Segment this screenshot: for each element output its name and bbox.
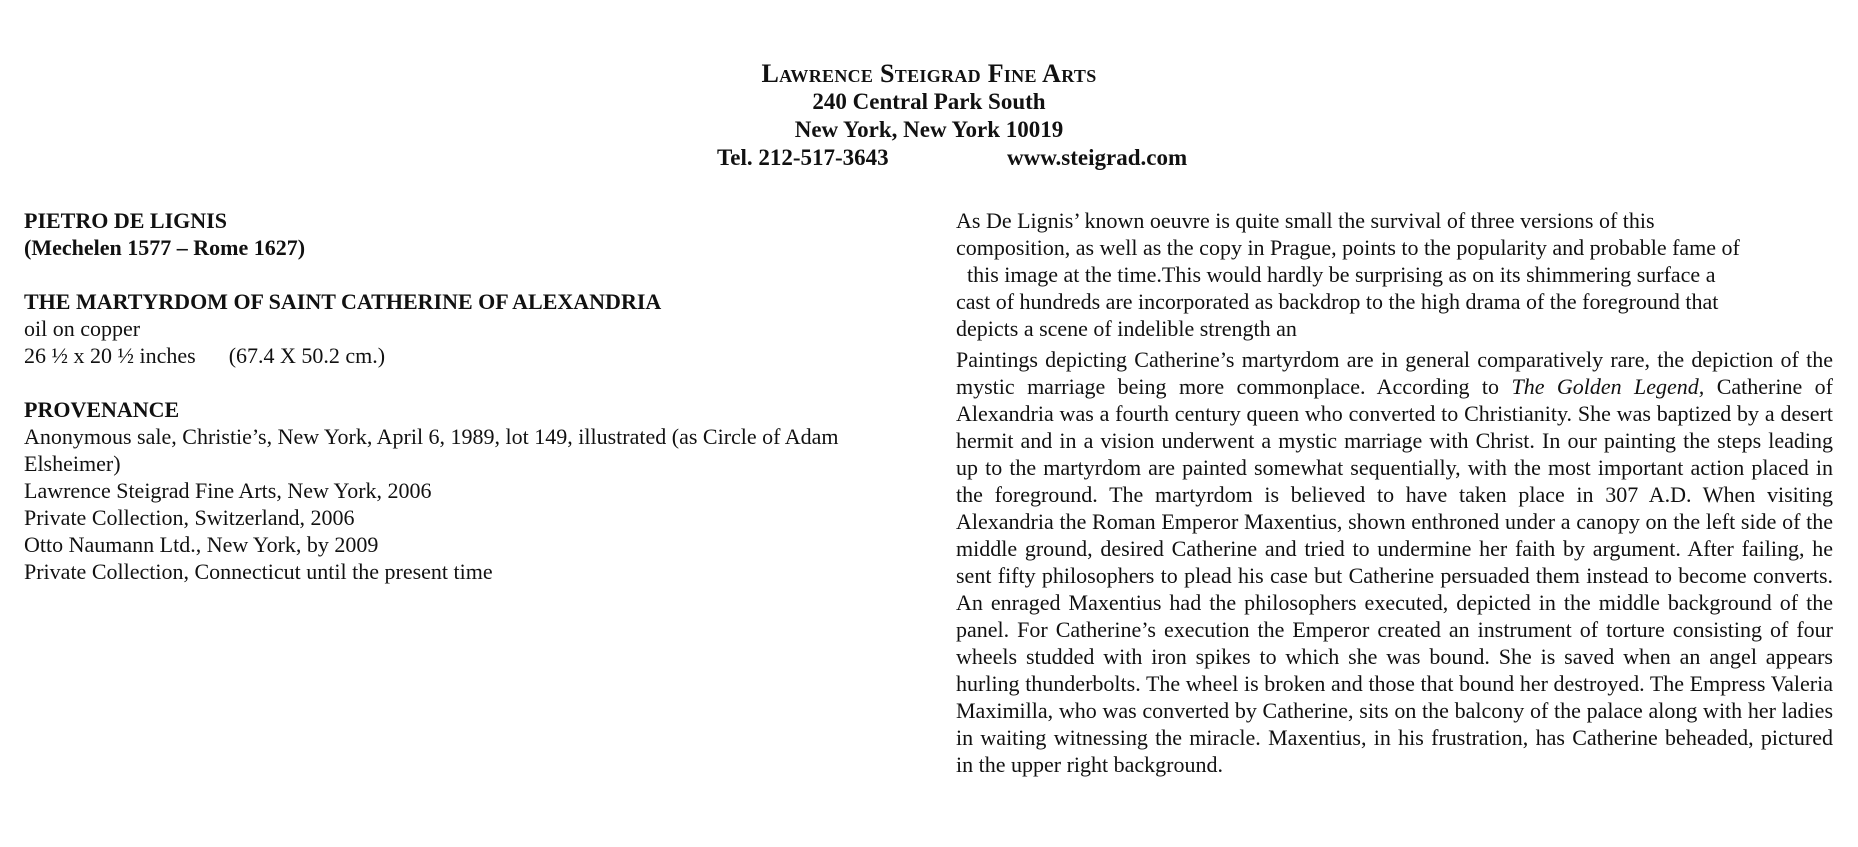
provenance-entry: Private Collection, Connecticut until the present time (24, 559, 493, 584)
spacer (24, 261, 924, 288)
essay-intro (956, 207, 1833, 342)
gallery-street: 240 Central Park South (812, 89, 1046, 114)
artist-name: PIETRO DE LIGNIS (24, 208, 227, 233)
gallery-telephone: Tel. 212-517-3643 (717, 145, 889, 170)
provenance-list (24, 423, 924, 585)
artist-dates: (Mechelen 1577 – Rome 1627) (24, 235, 306, 260)
essay-text: Catherine of Alexandria was a fourth century queen who converted to Christianity. She was baptized by a desert hermit and in a vision underwent a mystic marriage with Christ. In our painting the steps leading up to the martyrdom are painted somewhat sequentially, with the most important action placed in the foreground. The martyrdom is believed to have taken place in 307 A.D. When visiting Alexandria the Roman Emperor Maxentius, shown enthroned under a canopy on the left side of the middle ground, desired Catherine and tried to undermine her faith by argument. After failing, he sent fifty philosophers to plead his case but Catherine persuaded them instead to become converts. An enraged Maxentius had the philosophers executed, depicted in the middle background of the panel. For Catherine’s execution the Emperor created an instrument of torture consisting of four wheels studded with iron spikes to which she was bound. She is saved when an angel appears hurling thunderbolts. The wheel is broken and those that bound her destroyed. The Empress Valeria Maximilla, who was converted by Catherine, sits on the balcony of the palace along with her ladies in waiting witnessing the miracle. Maxentius, in his frustration, has Catherine beheaded, pictured in the upper right background. (956, 374, 1833, 777)
essay-intro-line: this image at the time.This would hardly be surprising as on its shimmering surface a (956, 262, 1716, 287)
essay (956, 207, 1833, 778)
artwork-medium: oil on copper (24, 316, 141, 341)
dimensions-inches: 26 ½ x 20 ½ inches (24, 343, 196, 368)
provenance-heading: PROVENANCE (24, 397, 180, 422)
book-title: The Golden Legend, (1511, 374, 1705, 399)
provenance-entry: Private Collection, Switzerland, 2006 (24, 505, 355, 530)
essay-intro-line: depicts a scene of indelible strength an (956, 316, 1297, 341)
essay-text: Paintings depicting Catherine’s martyrdom are in general comparatively rare, the depiction of the mystic marriage being more commonplace. According to (956, 347, 1833, 399)
essay-intro-line: composition, as well as the copy in Prague, points to the popularity and probable fame of (956, 235, 1740, 260)
gallery-name: Lawrence Steigrad Fine Arts (761, 59, 1097, 88)
provenance-entry: Lawrence Steigrad Fine Arts, New York, 2006 (24, 478, 432, 503)
essay-paragraph (956, 346, 1833, 778)
provenance-entry: Otto Naumann Ltd., New York, by 2009 (24, 532, 379, 557)
essay-intro-line: As De Lignis’ known oeuvre is quite small the survival of three versions of this (956, 208, 1655, 233)
letterhead (0, 60, 1858, 172)
dimensions-centimeters: (67.4 X 50.2 cm.) (228, 343, 386, 368)
essay-intro-line: cast of hundreds are incorporated as backdrop to the high drama of the foreground that (956, 289, 1719, 314)
gallery-contact-line (0, 144, 1858, 172)
provenance-entry: Anonymous sale, Christie’s, New York, April 6, 1989, lot 149, illustrated (as Circle of Adam Elsheimer) (24, 424, 839, 476)
spacer (24, 369, 924, 396)
gallery-city: New York, New York 10019 (794, 117, 1064, 142)
gallery-website: www.steigrad.com (1007, 145, 1188, 170)
artwork-title: THE MARTYRDOM OF SAINT CATHERINE OF ALEXANDRIA (24, 289, 662, 314)
artwork-details (24, 207, 924, 585)
artwork-dimensions (24, 342, 924, 369)
